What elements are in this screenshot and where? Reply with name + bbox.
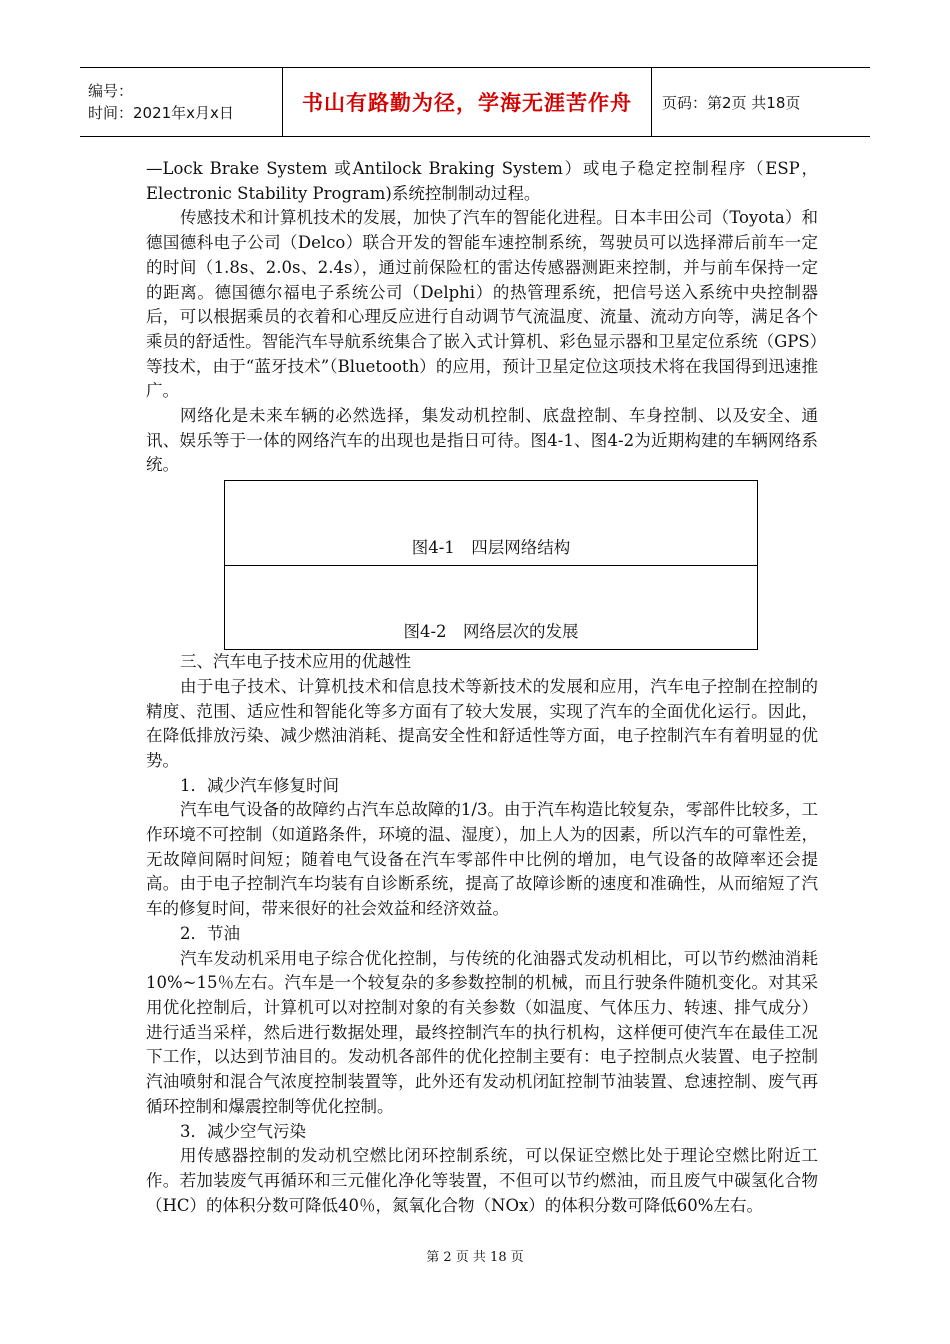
subsection-heading: 2．节油 [180, 923, 240, 943]
document-number-label: 编号： [88, 82, 134, 100]
paragraph: 汽车发动机采用电子综合优化控制，与传统的化油器式发动机相比，可以节约燃油消耗10%~15％左右。汽车是一个较复杂的多参数控制的机械，而且行驶条件随机变化。对其采用优化控制后，计算机可以对控制对象的有关参数（如温度、气体压力、转速、排气成分）进行适当采样，然后进行数据处理，最终控制汽车的执行机构，这样便可使汽车在最佳工况下工作，以达到节油目的。发动机各部件的优化控制主要有：电子控制点火装置、电子控制汽油喷射和混合气浓度控制装置等，此外还有发动机闭缸控制节油装置、怠速控制、废气再循环控制和爆震控制等优化控制。 [146, 948, 818, 1116]
section-heading: 三、汽车电子技术应用的优越性 [180, 652, 411, 672]
page-header [80, 67, 870, 137]
figure-box [224, 480, 758, 650]
subsection-heading: 3．减少空气污染 [180, 1121, 306, 1141]
paragraph: 用传感器控制的发动机空燃比闭环控制系统，可以保证空燃比处于理论空燃比附近工作。若加装废气再循环和三元催化净化等装置，不但可以节约燃油，而且废气中碳氢化合物（HC）的体积分数可降低40％，氮氧化合物（NOx）的体积分数可降低60%左右。 [146, 1146, 818, 1215]
header-page-number: 页码：第2页 共18页 [662, 93, 801, 112]
paragraph: —Lock Brake System 或Antilock Braking System）或电子稳定控制程序（ESP，Electronic Stability Program)系统控制制动过程。 [146, 159, 818, 203]
figure-4-2 [225, 565, 757, 649]
header-motto-cell [282, 68, 652, 136]
figure-caption: 图4-1 四层网络结构 [411, 538, 571, 558]
header-meta [80, 68, 282, 136]
figure-caption: 图4-2 网络层次的发展 [403, 622, 579, 642]
document-body [146, 157, 818, 1218]
paragraph: 由于电子技术、计算机技术和信息技术等新技术的发展和应用，汽车电子控制在控制的精度、范围、适应性和智能化等多方面有了较大发展，实现了汽车的全面优化运行。因此，在降低排放污染、减少燃油消耗、提高安全性和舒适性等方面，电子控制汽车有着明显的优势。 [146, 676, 818, 770]
paragraph: 网络化是未来车辆的必然选择，集发动机控制、底盘控制、车身控制、以及安全、通讯、娱乐等于一体的网络汽车的出现也是指日可待。图4-1、图4-2为近期构建的车辆网络系统。 [146, 406, 818, 475]
paragraph: 传感技术和计算机技术的发展，加快了汽车的智能化进程。日本丰田公司（Toyota）和德国德科电子公司（Delco）联合开发的智能车速控制系统，驾驶员可以选择滞后前车一定的时间（1.8s、2.0s、2.4s），通过前保险杠的雷达传感器测距来控制，并与前车保持一定的距离。德国德尔福电子系统公司（Delphi）的热管理系统，把信号送入系统中央控制器后，可以根据乘员的衣着和心理反应进行自动调节气流温度、流量、流动方向等，满足各个乘员的舒适性。智能汽车导航系统集合了嵌入式计算机、彩色显示器和卫星定位系统（GPS）等技术，由于“蓝牙技术”（Bluetooth）的应用，预计卫星定位这项技术将在我国得到迅速推广。 [146, 208, 818, 401]
subsection-heading: 1．减少汽车修复时间 [180, 775, 339, 795]
header-motto: 书山有路勤为径，学海无涯苦作舟 [302, 91, 632, 115]
header-page-cell [652, 68, 870, 136]
page-footer: 第 2 页 共 18 页 [426, 1250, 524, 1265]
document-time-label: 时间：2021年x月x日 [88, 104, 234, 122]
paragraph: 汽车电气设备的故障约占汽车总故障的1/3。由于汽车构造比较复杂，零部件比较多，工作环境不可控制（如道路条件，环境的温、湿度），加上人为的因素，所以汽车的可靠性差，无故障间隔时间短；随着电气设备在汽车零部件中比例的增加，电气设备的故障率还会提高。由于电子控制汽车均装有自诊断系统，提高了故障诊断的速度和准确性，从而缩短了汽车的修复时间，带来很好的社会效益和经济效益。 [146, 800, 818, 919]
figure-4-1 [225, 481, 757, 565]
